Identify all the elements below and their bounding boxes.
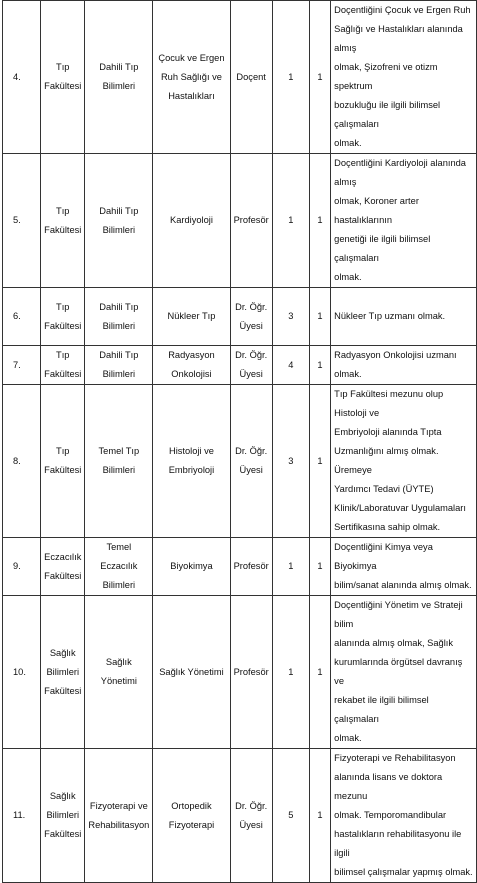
department-cell-text: Dahili Tıp Bilimleri (99, 350, 139, 379)
faculty-cell (41, 385, 85, 538)
faculty-cell-text: Eczacılık Fakültesi (44, 551, 82, 581)
division-cell-text: Radyasyon Onkolojisi (168, 350, 215, 379)
academic-title-cell-text: Profesör (233, 666, 269, 677)
position-count-cell-text: 1 (317, 810, 323, 820)
position-count-cell (309, 596, 330, 749)
position-count-cell (309, 538, 330, 596)
division-cell (153, 596, 230, 749)
row-number-cell (3, 596, 41, 749)
staff-count-cell-text: 3 (288, 311, 294, 321)
row-number-cell (3, 538, 41, 596)
row-number-cell (3, 1, 41, 154)
faculty-cell-text: Tıp Fakültesi (44, 350, 82, 379)
requirements-cell-text: Fizyoterapi ve Rehabilitasyon alanında lisans ve doktora mezunu olmak. Temporomandibular hastalıkların rehabilitasyonu ile ilgili bilimsel çalışmalar yapmış olmak. (334, 753, 473, 877)
requirements-cell-text: Nükleer Tıp uzmanı olmak. (334, 311, 446, 321)
division-cell-text: Sağlık Yönetimi (159, 666, 224, 677)
division-cell (153, 1, 230, 154)
academic-title-cell (230, 154, 272, 288)
academic-title-cell (230, 596, 272, 749)
academic-title-cell (230, 346, 272, 385)
division-cell (153, 385, 230, 538)
requirements-cell-text: Doçentliğini Kimya veya Biyokimya bilim/sanat alanında almış olmak. (334, 542, 472, 590)
requirements-cell (331, 288, 477, 346)
staff-count-cell-text: 3 (288, 455, 294, 466)
department-cell-text: Temel Eczacılık Bilimleri (100, 542, 138, 590)
staff-count-cell-text: 1 (288, 666, 294, 677)
position-count-cell (309, 385, 330, 538)
row-number-cell (3, 749, 41, 883)
staff-count-cell (272, 288, 309, 346)
staff-count-cell (272, 1, 309, 154)
academic-title-cell (230, 288, 272, 346)
division-cell-text: Nükleer Tıp (167, 311, 216, 321)
academic-title-cell (230, 385, 272, 538)
position-count-cell-text: 1 (317, 71, 323, 82)
table-row (3, 346, 477, 385)
faculty-position-table (2, 0, 477, 883)
staff-count-cell (272, 538, 309, 596)
faculty-cell (41, 1, 85, 154)
department-cell (85, 596, 153, 749)
department-cell-text: Dahili Tıp Bilimleri (99, 62, 139, 91)
row-number-cell-text: 5. (13, 215, 21, 225)
position-count-cell-text: 1 (317, 215, 323, 225)
staff-count-cell-text: 1 (288, 215, 294, 225)
department-cell (85, 154, 153, 288)
table-body (3, 1, 477, 883)
document-page (2, 0, 477, 883)
requirements-cell (331, 749, 477, 883)
department-cell-text: Dahili Tıp Bilimleri (99, 205, 139, 235)
academic-title-cell-text: Dr. Öğr. Üyesi (235, 800, 268, 830)
faculty-cell-text: Tıp Fakültesi (44, 205, 82, 235)
row-number-cell (3, 154, 41, 288)
division-cell-text: Çocuk ve Ergen Ruh Sağlığı ve Hastalıkları (158, 52, 225, 101)
table-row (3, 1, 477, 154)
division-cell (153, 346, 230, 385)
staff-count-cell-text: 1 (288, 561, 294, 571)
academic-title-cell-text: Dr. Öğr. Üyesi (235, 350, 268, 379)
faculty-cell (41, 749, 85, 883)
academic-title-cell-text: Profesör (233, 215, 269, 225)
faculty-cell (41, 596, 85, 749)
faculty-cell-text: Tıp Fakültesi (44, 62, 82, 91)
position-count-cell (309, 154, 330, 288)
department-cell-text: Dahili Tıp Bilimleri (99, 301, 139, 331)
requirements-cell (331, 596, 477, 749)
requirements-cell (331, 385, 477, 538)
table-row (3, 288, 477, 346)
division-cell (153, 538, 230, 596)
row-number-cell (3, 346, 41, 385)
academic-title-cell-text: Doçent (236, 71, 266, 82)
row-number-cell-text: 4. (13, 71, 21, 82)
requirements-cell (331, 346, 477, 385)
requirements-cell (331, 154, 477, 288)
position-count-cell-text: 1 (317, 455, 323, 466)
table-row (3, 749, 477, 883)
requirements-cell (331, 538, 477, 596)
division-cell-text: Histoloji ve Embriyoloji (168, 446, 215, 475)
faculty-cell (41, 346, 85, 385)
staff-count-cell (272, 385, 309, 538)
row-number-cell (3, 385, 41, 538)
position-count-cell-text: 1 (317, 359, 323, 370)
faculty-cell (41, 538, 85, 596)
row-number-cell-text: 9. (13, 561, 21, 571)
department-cell (85, 385, 153, 538)
academic-title-cell-text: Dr. Öğr. Üyesi (235, 301, 268, 331)
requirements-cell-text: Tıp Fakültesi mezunu olup Histoloji ve Embriyoloji alanında Tıpta Uzmanlığını almış olmak. Üremeye Yardımcı Tedavi (ÜYTE) Klinik/Laboratuvar Uygulamaları Sertifikasına sahip olmak. (334, 389, 466, 532)
row-number-cell-text: 11. (13, 810, 26, 820)
department-cell (85, 288, 153, 346)
division-cell (153, 154, 230, 288)
row-number-cell (3, 288, 41, 346)
academic-title-cell-text: Dr. Öğr. Üyesi (235, 446, 268, 475)
table-row (3, 154, 477, 288)
position-count-cell (309, 1, 330, 154)
table-row (3, 596, 477, 749)
faculty-cell-text: Sağlık Bilimleri Fakültesi (44, 647, 82, 696)
position-count-cell (309, 288, 330, 346)
department-cell (85, 538, 153, 596)
department-cell (85, 1, 153, 154)
faculty-cell (41, 154, 85, 288)
position-count-cell-text: 1 (317, 561, 323, 571)
staff-count-cell (272, 596, 309, 749)
table-row (3, 538, 477, 596)
division-cell-text: Kardiyoloji (170, 215, 213, 225)
requirements-cell-text: Doçentliğini Yönetim ve Strateji bilim alanında almış olmak, Sağlık kurumlarında örgütsel davranış ve rekabet ile ilgili bilimsel çalışmaları olmak. (334, 600, 463, 743)
division-cell-text: Biyokimya (170, 561, 213, 571)
division-cell-text: Ortopedik Fizyoterapi (168, 800, 215, 830)
faculty-cell-text: Sağlık Bilimleri Fakültesi (44, 791, 82, 839)
department-cell-text: Sağlık Yönetimi (100, 657, 137, 686)
position-count-cell-text: 1 (317, 666, 323, 677)
department-cell (85, 346, 153, 385)
academic-title-cell-text: Profesör (233, 561, 269, 571)
division-cell (153, 288, 230, 346)
position-count-cell (309, 749, 330, 883)
staff-count-cell (272, 346, 309, 385)
requirements-cell-text: Radyasyon Onkolojisi uzmanı olmak. (334, 350, 457, 379)
faculty-cell (41, 288, 85, 346)
faculty-cell-text: Tıp Fakültesi (44, 446, 82, 475)
staff-count-cell-text: 1 (288, 71, 294, 82)
division-cell (153, 749, 230, 883)
row-number-cell-text: 10. (13, 666, 26, 677)
academic-title-cell (230, 749, 272, 883)
requirements-cell-text: Doçentliğini Çocuk ve Ergen Ruh Sağlığı ve Hastalıkları alanında almış olmak, Şizofreni ve otizm spektrum bozukluğu ile ilgili bilimsel çalışmaları olmak. (334, 5, 471, 148)
requirements-cell (331, 1, 477, 154)
academic-title-cell (230, 1, 272, 154)
row-number-cell-text: 7. (13, 359, 21, 370)
staff-count-cell (272, 749, 309, 883)
row-number-cell-text: 8. (13, 455, 21, 466)
staff-count-cell-text: 4 (288, 359, 294, 370)
position-count-cell-text: 1 (317, 311, 323, 321)
department-cell-text: Temel Tıp Bilimleri (98, 446, 140, 475)
department-cell (85, 749, 153, 883)
table-row (3, 385, 477, 538)
requirements-cell-text: Doçentliğini Kardiyoloji alanında almış olmak, Koroner arter hastalıklarının genetiği ile ilgili bilimsel çalışmaları olmak. (334, 158, 466, 282)
faculty-cell-text: Tıp Fakültesi (44, 301, 82, 331)
academic-title-cell (230, 538, 272, 596)
staff-count-cell (272, 154, 309, 288)
row-number-cell-text: 6. (13, 311, 21, 321)
staff-count-cell-text: 5 (288, 810, 294, 820)
position-count-cell (309, 346, 330, 385)
department-cell-text: Fizyoterapi ve Rehabilitasyon (88, 800, 150, 830)
